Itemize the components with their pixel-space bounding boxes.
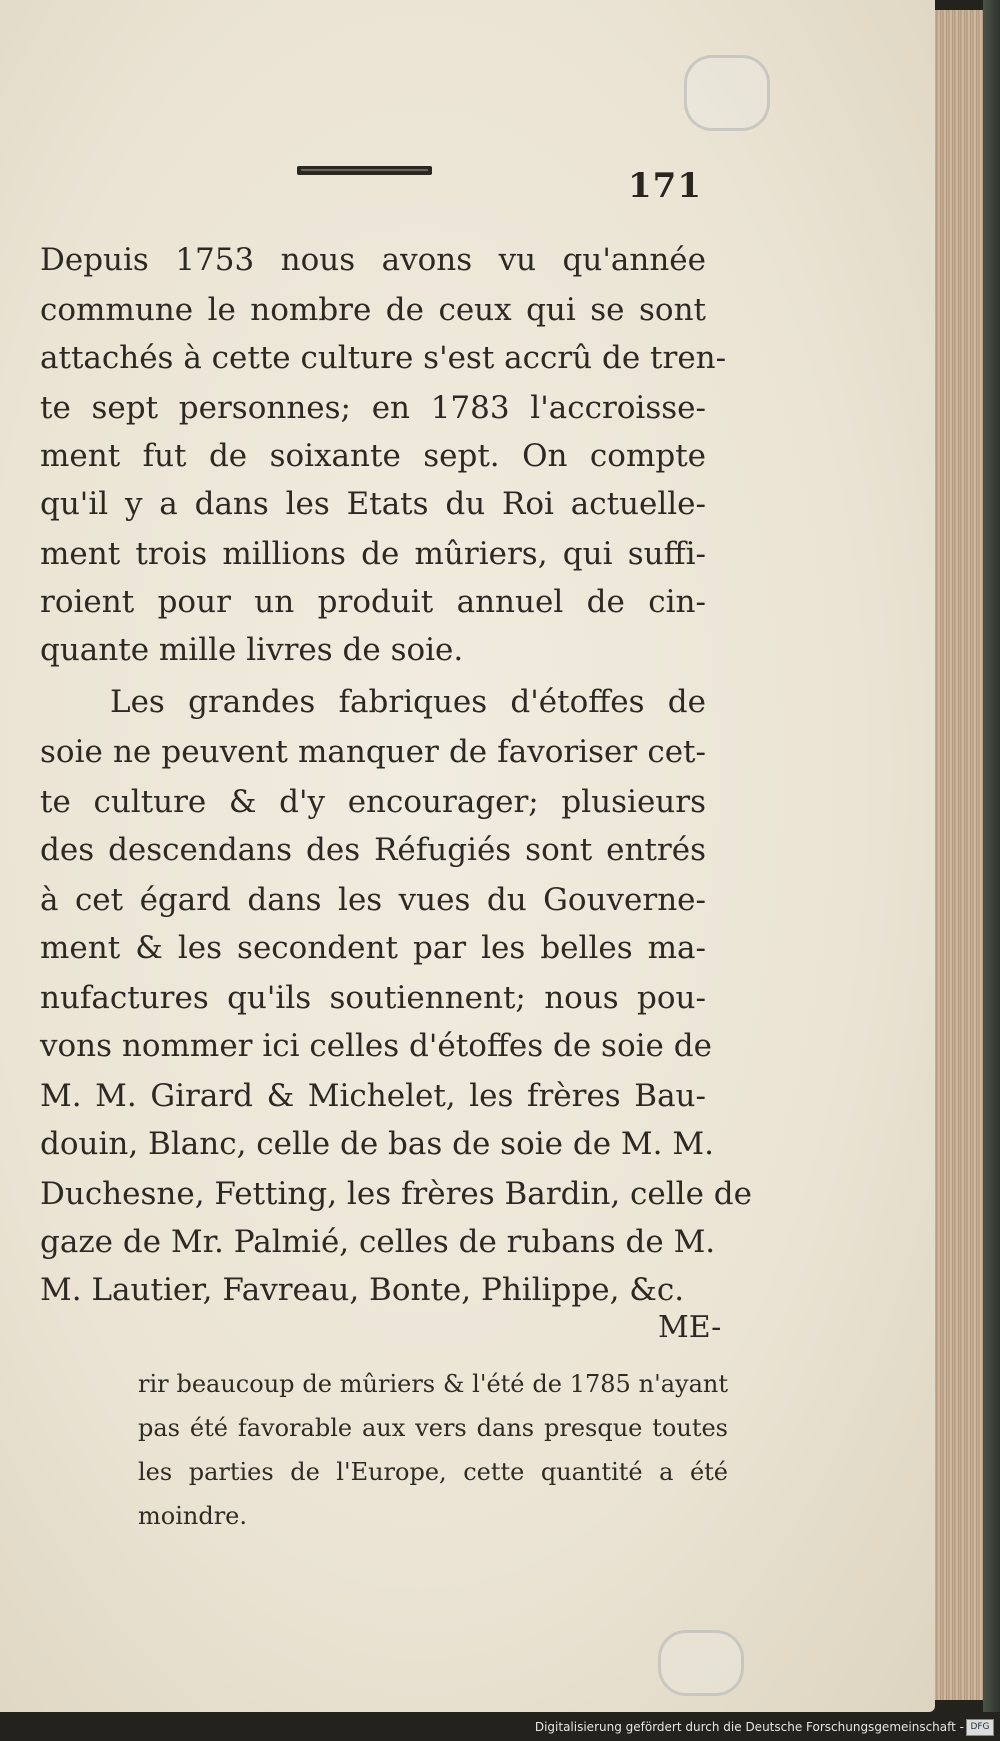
body-line: te culture & d'y encourager; plusieurs: [40, 784, 706, 820]
body-line: Les grandes fabriques d'étoffes de: [110, 684, 706, 720]
digitization-credit: Digitalisierung gefördert durch die Deutsche Forschungsgemeinschaft -: [534, 1720, 964, 1734]
footnote-line: moindre.: [138, 1502, 248, 1530]
body-line: te sept personnes; en 1783 l'accroisse-: [40, 390, 706, 426]
page-number: 171: [628, 166, 702, 206]
catchword: ME-: [658, 1310, 722, 1345]
footnote-line: pas été favorable aux vers dans presque toutes: [138, 1414, 728, 1442]
body-line: ment & les secondent par les belles ma-: [40, 930, 706, 966]
body-line: des descendans des Réfugiés sont entrés: [40, 832, 706, 868]
body-line: ment trois millions de mûriers, qui suffi-: [40, 536, 706, 572]
body-line: gaze de Mr. Palmié, celles de rubans de M.: [40, 1224, 716, 1260]
footnote-line: rir beaucoup de mûriers & l'été de 1785 n'ayant: [138, 1370, 728, 1398]
book-cover-edge: [983, 0, 1000, 1712]
body-line: nufactures qu'ils soutiennent; nous pou-: [40, 980, 706, 1016]
dfg-logo: DFG: [966, 1719, 994, 1736]
page-fore-edge: [935, 10, 986, 1700]
footnote-line: les parties de l'Europe, cette quantité a été: [138, 1458, 728, 1486]
page-clip-top: [684, 55, 770, 131]
header-rule: [297, 166, 432, 175]
body-line: Depuis 1753 nous avons vu qu'année: [40, 242, 706, 278]
page-clip-bottom: [658, 1630, 744, 1696]
body-line: soie ne peuvent manquer de favoriser cet-: [40, 734, 706, 770]
body-line: ment fut de soixante sept. On compte: [40, 438, 706, 474]
body-line: Duchesne, Fetting, les frères Bardin, celle de: [40, 1176, 752, 1212]
body-line: douin, Blanc, celle de bas de soie de M. M.: [40, 1126, 714, 1162]
body-line: commune le nombre de ceux qui se sont: [40, 292, 706, 328]
body-line: vons nommer ici celles d'étoffes de soie de: [40, 1028, 712, 1064]
body-line: M. M. Girard & Michelet, les frères Bau-: [40, 1078, 706, 1114]
body-line: M. Lautier, Favreau, Bonte, Philippe, &c.: [40, 1272, 685, 1308]
body-line: quante mille livres de soie.: [40, 632, 464, 668]
body-line: attachés à cette culture s'est accrû de tren-: [40, 340, 727, 376]
body-line: qu'il y a dans les Etats du Roi actuelle-: [40, 486, 706, 522]
body-line: roient pour un produit annuel de cin-: [40, 584, 706, 620]
body-line: à cet égard dans les vues du Gouverne-: [40, 882, 706, 918]
